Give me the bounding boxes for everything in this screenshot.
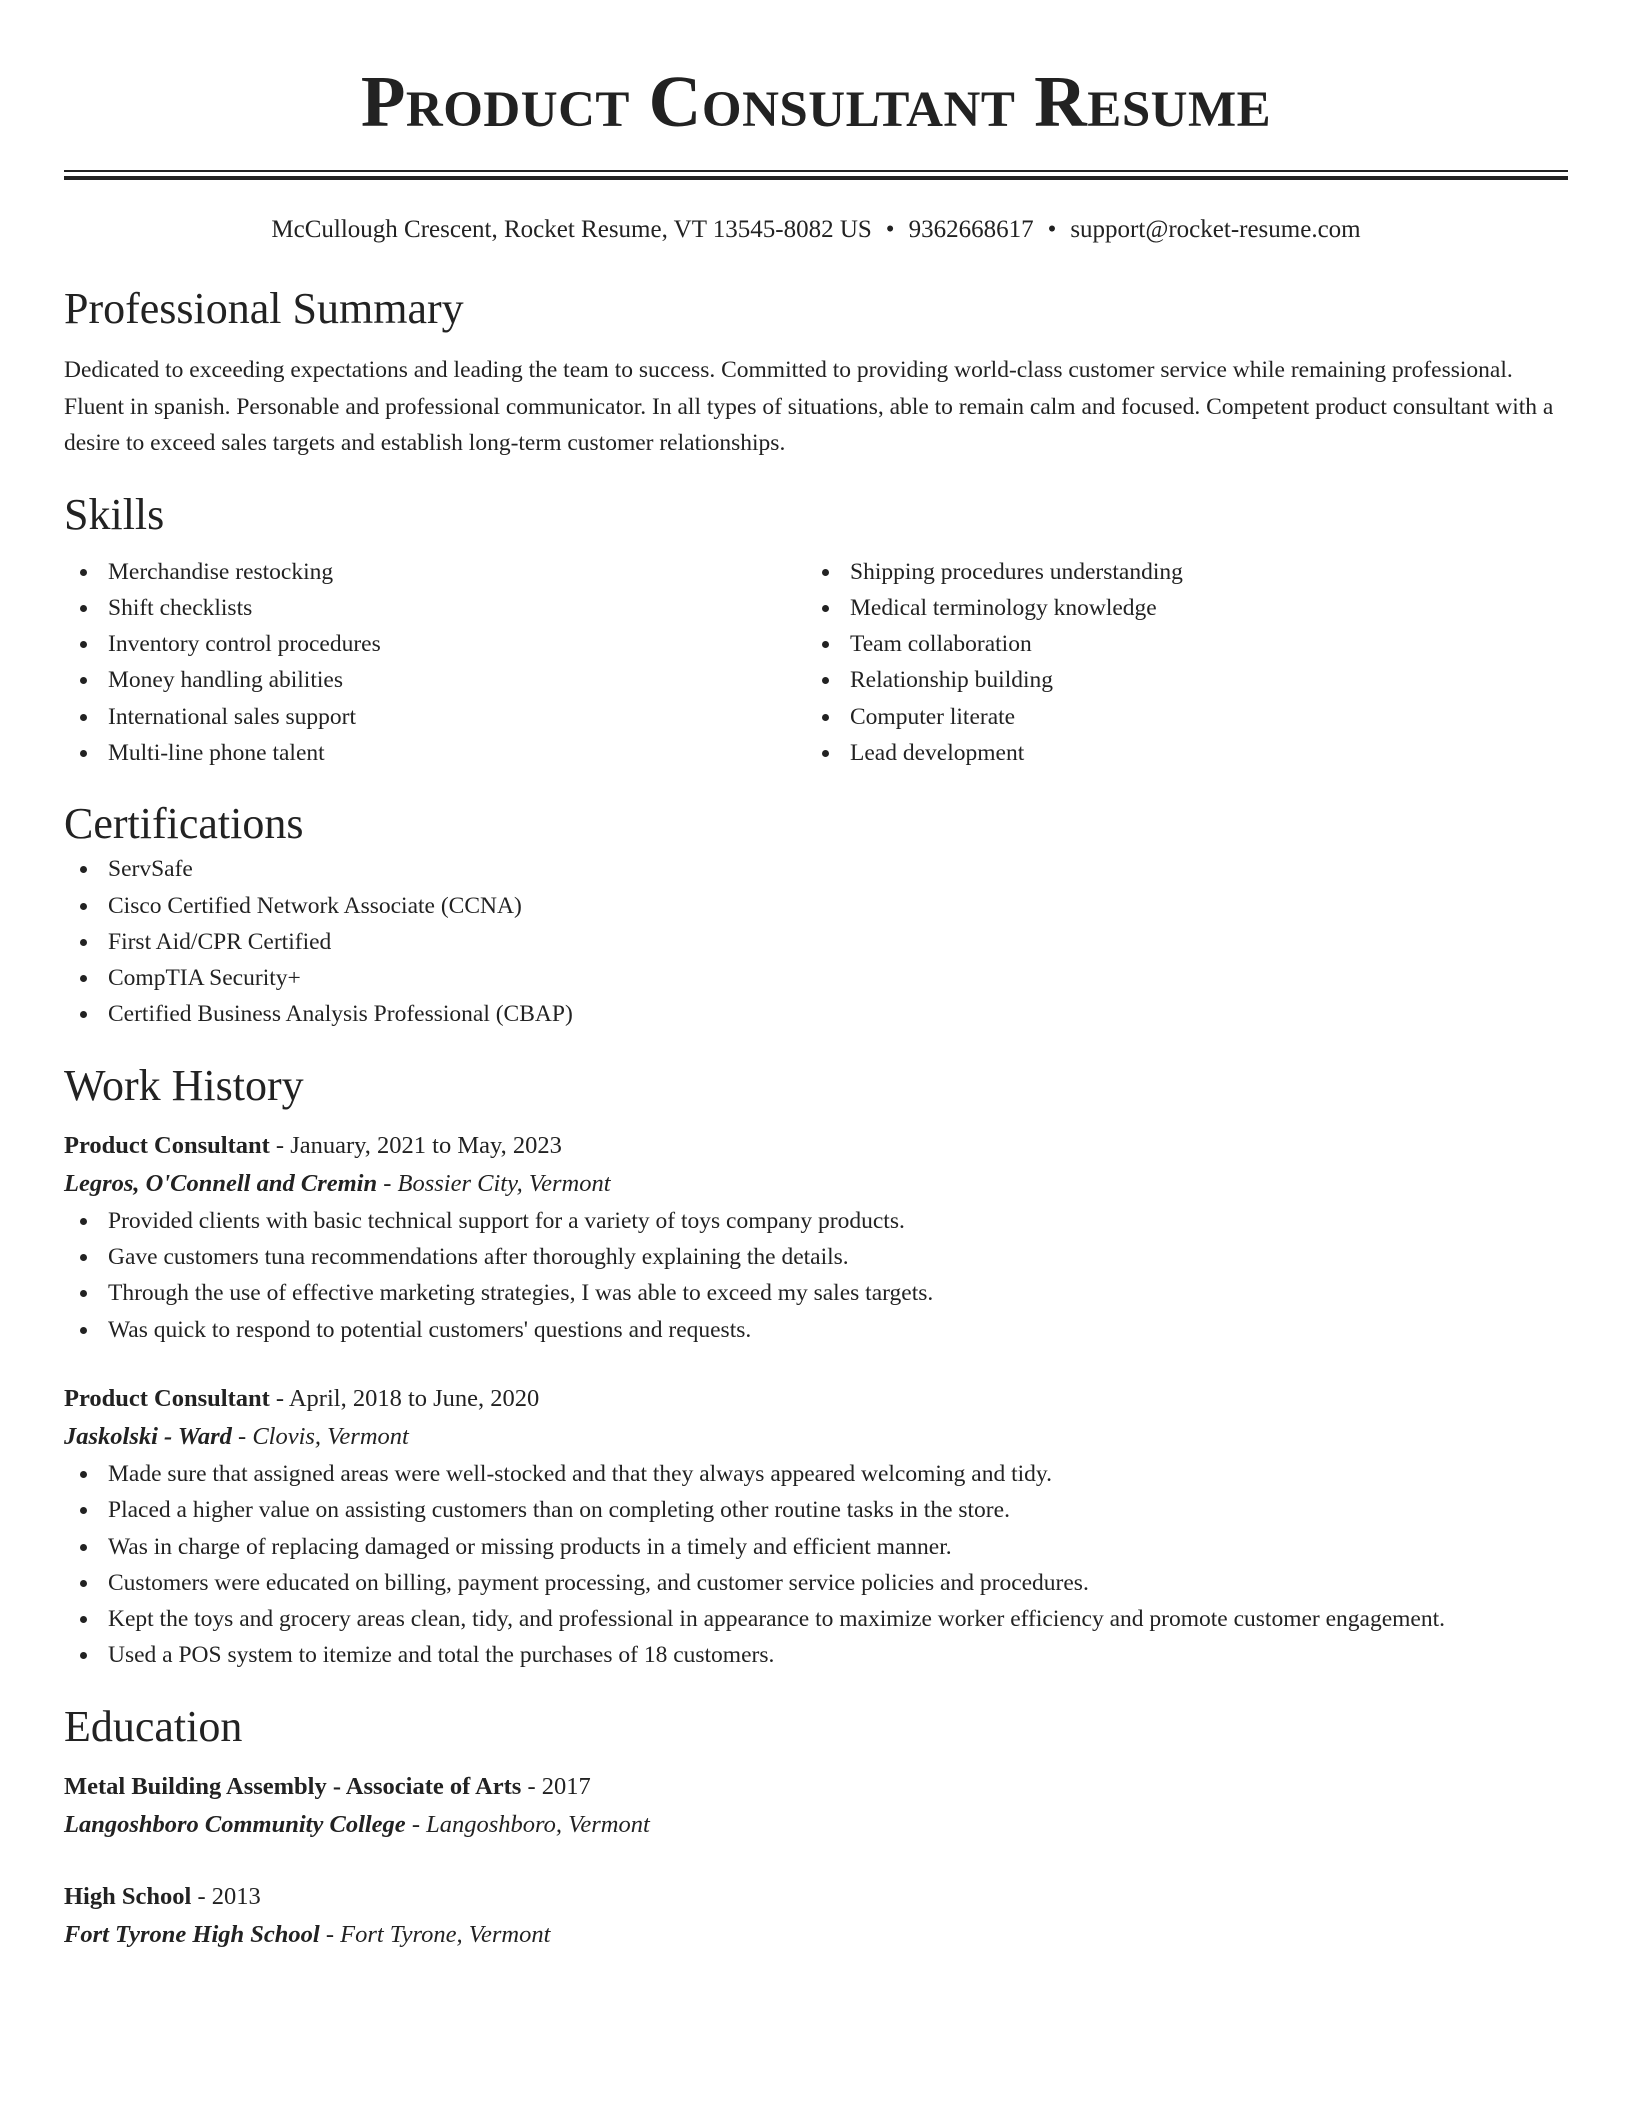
certifications-heading: Certifications [64, 799, 304, 849]
skill-item: Shift checklists [64, 590, 806, 626]
page-title: Product Consultant Resume [360, 61, 1272, 142]
education-institution [64, 1916, 1568, 1954]
education-entry [64, 1768, 1568, 1844]
skill-item: Money handling abilities [64, 662, 806, 698]
job-duty: Provided clients with basic technical support for a variety of toys company products. [64, 1203, 1568, 1239]
job-employer [64, 1165, 1568, 1203]
education-school: Fort Tyrone High School [64, 1920, 320, 1948]
contact-phone: 9362668617 [908, 216, 1034, 243]
education-header [64, 1768, 1568, 1806]
job-duty: Customers were educated on billing, payment processing, and customer service policies and procedures. [64, 1565, 1568, 1601]
title-divider [64, 170, 1568, 180]
job-dates: - January, 2021 to May, 2023 [275, 1131, 562, 1159]
job-duty: Gave customers tuna recommendations after thoroughly explaining the details. [64, 1239, 1568, 1275]
education-location: - Fort Tyrone, Vermont [325, 1920, 551, 1948]
skill-item: Relationship building [806, 662, 1548, 698]
certification-item: First Aid/CPR Certified [64, 924, 1568, 960]
job-company: Jaskolski - Ward [64, 1422, 232, 1450]
education-heading: Education [64, 1701, 243, 1751]
education-year: - 2017 [527, 1772, 591, 1800]
contact-separator: • [1047, 216, 1057, 243]
skills-left-list [64, 554, 806, 772]
work-history-heading: Work History [64, 1060, 304, 1110]
job-location: - Bossier City, Vermont [383, 1169, 611, 1197]
contact-email: support@rocket-resume.com [1070, 216, 1361, 243]
job-title: Product Consultant [64, 1131, 270, 1159]
summary-heading: Professional Summary [64, 284, 464, 333]
job-duty: Was in charge of replacing damaged or missing products in a timely and efficient manner. [64, 1529, 1568, 1565]
job-entry [64, 1127, 1568, 1348]
skill-item: Multi-line phone talent [64, 735, 806, 771]
certification-item: ServSafe [64, 851, 1568, 887]
job-duties-list [64, 1456, 1568, 1674]
contact-line [64, 214, 1568, 246]
summary-text: Dedicated to exceeding expectations and leading the team to success. Committed to providing world-class customer service while remaining professional. Fluent in spanish. Personable and professional communicator. In all types of situations, able to remain calm and focused. Competent product consultant with a desire to exceed sales targets and establish long-term customer relationships. [64, 357, 1554, 456]
skill-item: Medical terminology knowledge [806, 590, 1548, 626]
job-duty: Kept the toys and grocery areas clean, tidy, and professional in appearance to maximize worker efficiency and promote customer engagement. [64, 1601, 1568, 1637]
job-dates: - April, 2018 to June, 2020 [275, 1384, 540, 1412]
job-duty: Made sure that assigned areas were well-stocked and that they always appeared welcoming and tidy. [64, 1456, 1568, 1492]
education-year: - 2013 [197, 1882, 261, 1910]
skill-item: Team collaboration [806, 626, 1548, 662]
job-entry [64, 1380, 1568, 1674]
education-degree: High School [64, 1882, 192, 1910]
job-duty: Placed a higher value on assisting customers than on completing other routine tasks in the store. [64, 1492, 1568, 1528]
contact-separator: • [885, 216, 895, 243]
skill-item: Merchandise restocking [64, 554, 806, 590]
education-institution [64, 1806, 1568, 1844]
skill-item: Shipping procedures understanding [806, 554, 1548, 590]
job-header [64, 1380, 1568, 1418]
skills-heading: Skills [64, 489, 165, 539]
certifications-list [64, 851, 1568, 1032]
certification-item: Certified Business Analysis Professional (CBAP) [64, 996, 1568, 1032]
education-header [64, 1878, 1568, 1916]
job-title: Product Consultant [64, 1384, 270, 1412]
job-location: - Clovis, Vermont [238, 1422, 409, 1450]
contact-address: McCullough Crescent, Rocket Resume, VT 13545-8082 US [271, 216, 872, 243]
job-company: Legros, O'Connell and Cremin [64, 1169, 378, 1197]
education-school: Langoshboro Community College [64, 1810, 406, 1838]
skill-item: Lead development [806, 735, 1548, 771]
job-employer [64, 1418, 1568, 1456]
skill-item: International sales support [64, 699, 806, 735]
job-duty: Was quick to respond to potential customers' questions and requests. [64, 1312, 1568, 1348]
skills-right-list [806, 554, 1548, 772]
education-degree: Metal Building Assembly - Associate of Arts [64, 1772, 522, 1800]
certification-item: Cisco Certified Network Associate (CCNA) [64, 888, 1568, 924]
job-duty: Used a POS system to itemize and total the purchases of 18 customers. [64, 1637, 1568, 1673]
job-duties-list [64, 1203, 1568, 1348]
job-header [64, 1127, 1568, 1165]
skill-item: Computer literate [806, 699, 1548, 735]
skill-item: Inventory control procedures [64, 626, 806, 662]
certification-item: CompTIA Security+ [64, 960, 1568, 996]
job-duty: Through the use of effective marketing strategies, I was able to exceed my sales targets. [64, 1275, 1568, 1311]
skills-columns [64, 554, 1568, 772]
education-entry [64, 1878, 1568, 1954]
education-location: - Langoshboro, Vermont [411, 1810, 650, 1838]
